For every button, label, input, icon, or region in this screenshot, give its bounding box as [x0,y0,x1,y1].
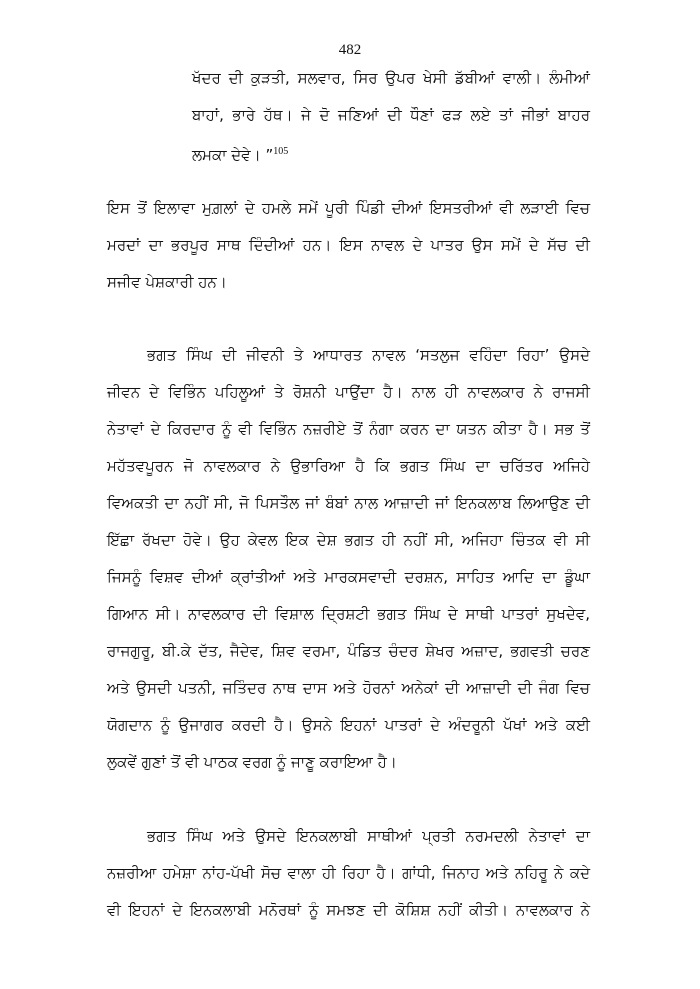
text-line: ਰਾਜਗੁਰੂ, ਬੀ.ਕੇ ਦੱਤ, ਜੈਦੇਵ, ਸ਼ਿਵ ਵਰਮਾ, ਪੰਡਿਤ ਚੰਦਰ ਸ਼ੇਖਰ ਅਜ਼ਾਦ, ਭਗਵਤੀ ਚਰਣ [107,642,590,660]
text-line: ਮਰਦਾਂ ਦਾ ਭਰਪੂਰ ਸਾਥ ਦਿੰਦੀਆਂ ਹਨ। ਇਸ ਨਾਵਲ ਦੇ ਪਾਤਰ ਉਸ ਸਮੇਂ ਦੇ ਸੱਚ ਦੀ [107,236,590,254]
text-line: ਮਹੱਤਵਪੂਰਨ ਜੋ ਨਾਵਲਕਾਰ ਨੇ ਉਭਾਰਿਆ ਹੈ ਕਿ ਭਗਤ ਸਿੰਘ ਦਾ ਚਰਿੱਤਰ ਅਜਿਹੇ [107,457,590,475]
text-line: ਲੁਕਵੇਂ ਗੁਣਾਂ ਤੋਂ ਵੀ ਪਾਠਕ ਵਰਗ ਨੂੰ ਜਾਣੂ ਕਰਾਇਆ ਹੈ। [107,753,397,771]
quote-line-text: ਲਮਕਾ ਦੇਵੇ। ” [192,146,274,164]
text-line: ਇੱਛਾ ਰੱਖਦਾ ਹੋਵੇ। ਉਹ ਕੇਵਲ ਇਕ ਦੇਸ਼ ਭਗਤ ਹੀ ਨਹੀਂ ਸੀ, ਅਜਿਹਾ ਚਿੰਤਕ ਵੀ ਸੀ [107,531,590,549]
text-line: ਵੀ ਇਹਨਾਂ ਦੇ ਇਨਕਲਾਬੀ ਮਨੋਰਥਾਂ ਨੂੰ ਸਮਝਣ ਦੀ ਕੋਸ਼ਿਸ਼ ਨਹੀਂ ਕੀਤੀ। ਨਾਵਲਕਾਰ ਨੇ [107,901,590,919]
text-line: ਇਸ ਤੋਂ ਇਲਾਵਾ ਮੁਗ਼ਲਾਂ ਦੇ ਹਮਲੇ ਸਮੇਂ ਪੂਰੀ ਪਿੰਡੀ ਦੀਆਂ ਇਸਤਰੀਆਂ ਵੀ ਲੜਾਈ ਵਿਚ [107,199,590,217]
quote-line: ਖੱਦਰ ਦੀ ਕੁੜਤੀ, ਸਲਵਾਰ, ਸਿਰ ਉਪਰ ਖੇਸੀ ਡੱਬੀਆਂ ਵਾਲੀ। ਲੰਮੀਆਂ [192,69,590,87]
text-line: ਯੋਗਦਾਨ ਨੂੰ ਉਜਾਗਰ ਕਰਦੀ ਹੈ। ਉਸਨੇ ਇਹਨਾਂ ਪਾਤਰਾਂ ਦੇ ਅੰਦਰੂਨੀ ਪੱਖਾਂ ਅਤੇ ਕਈ [107,716,590,734]
text-line: ਸਜੀਵ ਪੇਸ਼ਕਾਰੀ ਹਨ। [107,273,227,291]
text-line: ਭਗਤ ਸਿੰਘ ਦੀ ਜੀਵਨੀ ਤੇ ਆਧਾਰਤ ਨਾਵਲ ‘ਸਤਲੁਜ ਵਹਿੰਦਾ ਰਿਹਾ’ ਉਸਦੇ [147,346,590,364]
quote-line-last [192,142,590,165]
footnote-ref: 105 [273,146,289,157]
text-line: ਗਿਆਨ ਸੀ। ਨਾਵਲਕਾਰ ਦੀ ਵਿਸ਼ਾਲ ਦ੍ਰਿਸ਼ਟੀ ਭਗਤ ਸਿੰਘ ਦੇ ਸਾਥੀ ਪਾਤਰਾਂ ਸੁਖਦੇਵ, [107,605,590,623]
text-line: ਜੀਵਨ ਦੇ ਵਿਭਿੰਨ ਪਹਿਲੂਆਂ ਤੇ ਰੋਸ਼ਨੀ ਪਾਉਂਦਾ ਹੈ। ਨਾਲ ਹੀ ਨਾਵਲਕਾਰ ਨੇ ਰਾਜਸੀ [107,383,590,401]
text-line: ਅਤੇ ਉਸਦੀ ਪਤਨੀ, ਜਤਿੰਦਰ ਨਾਥ ਦਾਸ ਅਤੇ ਹੋਰਨਾਂ ਅਨੇਕਾਂ ਦੀ ਆਜ਼ਾਦੀ ਦੀ ਜੰਗ ਵਿਚ [107,679,590,697]
text-line: ਵਿਅਕਤੀ ਦਾ ਨਹੀਂ ਸੀ, ਜੋ ਪਿਸਤੌਲ ਜਾਂ ਬੰਬਾਂ ਨਾਲ ਆਜ਼ਾਦੀ ਜਾਂ ਇਨਕਲਾਬ ਲਿਆਉਣ ਦੀ [107,494,590,512]
page-number: 482 [338,42,362,58]
text-line: ਜਿਸਨੂੰ ਵਿਸ਼ਵ ਦੀਆਂ ਕ੍ਰਾਂਤੀਆਂ ਅਤੇ ਮਾਰਕਸਵਾਦੀ ਦਰਸ਼ਨ, ਸਾਹਿਤ ਆਦਿ ਦਾ ਡੂੰਘਾ [107,568,590,586]
text-line: ਨਜ਼ਰੀਆ ਹਮੇਸ਼ਾ ਨਾਂਹ-ਪੱਖੀ ਸੋਚ ਵਾਲਾ ਹੀ ਰਿਹਾ ਹੈ। ਗਾਂਧੀ, ਜਿਨਾਹ ਅਤੇ ਨਹਿਰੂ ਨੇ ਕਦੇ [107,864,590,882]
text-line: ਨੇਤਾਵਾਂ ਦੇ ਕਿਰਦਾਰ ਨੂੰ ਵੀ ਵਿਭਿੰਨ ਨਜ਼ਰੀਏ ਤੋਂ ਨੰਗਾ ਕਰਨ ਦਾ ਯਤਨ ਕੀਤਾ ਹੈ। ਸਭ ਤੋਂ [107,420,590,438]
text-line: ਭਗਤ ਸਿੰਘ ਅਤੇ ਉਸਦੇ ਇਨਕਲਾਬੀ ਸਾਥੀਆਂ ਪ੍ਰਤੀ ਨਰਮਦਲੀ ਨੇਤਾਵਾਂ ਦਾ [147,827,590,845]
quote-line: ਬਾਹਾਂ, ਭਾਰੇ ਹੱਥ। ਜੇ ਦੋ ਜਣਿਆਂ ਦੀ ਧੌਣਾਂ ਫੜ ਲਏ ਤਾਂ ਜੀਭਾਂ ਬਾਹਰ [192,106,590,124]
